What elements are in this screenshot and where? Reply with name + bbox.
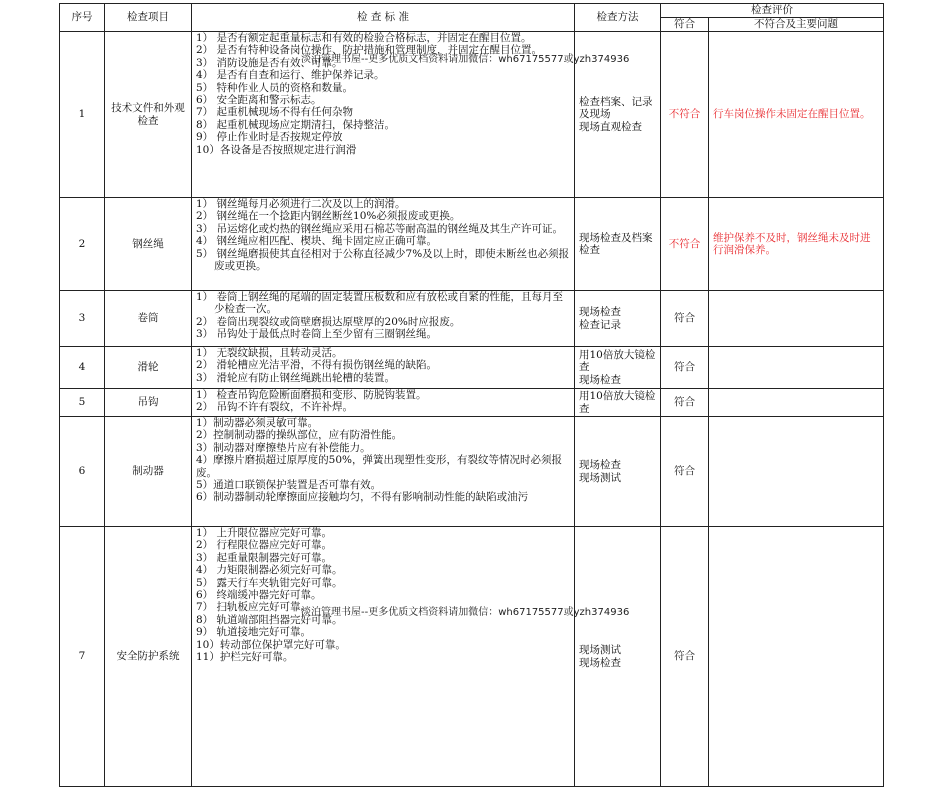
standard-line: 4） 是否有自查和运行、维护保养记录。 [196,69,385,82]
header-item: 检查项目 [105,4,192,32]
row-conform: 符合 [661,347,709,389]
standard-line: 9） 轨道接地完好可靠。 [196,626,312,639]
standard-line: 3） 消防设施是否有效、可靠。 [196,56,343,69]
row-issue [709,527,884,787]
row-no: 3 [60,291,105,347]
table-row [60,417,884,527]
row-item: 安全防护系统 [105,527,192,787]
row-conform: 符合 [661,527,709,787]
standard-line: 1） 是否有额定起重量标志和有效的检验合格标志，并固定在醒目位置。 [196,32,532,44]
row-issue [709,347,884,389]
standard-line: 11）护栏完好可靠。 [196,651,294,664]
row-standards [192,291,575,347]
standard-line: 6） 终端缓冲器完好可靠。 [196,589,322,602]
standard-line: 2） 卷筒出现裂纹或筒壁磨损达原壁厚的20%时应报废。 [196,315,461,328]
standard-line: 7） 起重机械现场不得有任何杂物 [196,106,354,119]
method-line: 现场检查 [579,306,621,319]
header-method: 检查方法 [575,4,661,32]
method-line: 现场检查及档案检查 [579,231,653,256]
table-row [60,198,884,291]
header-evaluation: 检查评价 [661,4,884,18]
row-issue: 维护保养不及时，钢丝绳未及时进行润滑保养。 [709,198,884,291]
standard-line: 3） 起重量限制器完好可靠。 [196,551,333,564]
standard-line: 6）制动器制动轮摩擦面应接触均匀，不得有影响制动性能的缺陷或油污 [196,491,529,504]
standard-line: 6） 安全距离和警示标志。 [196,94,322,107]
row-issue [709,417,884,527]
row-conform: 符合 [661,389,709,417]
row-item: 滑轮 [105,347,192,389]
row-conform: 不符合 [661,32,709,198]
row-method [575,198,661,291]
method-line: 现场检查 [579,656,621,669]
row-issue [709,389,884,417]
row-issue [709,291,884,347]
row-item: 技术文件和外观检查 [105,32,192,198]
standard-line: 1）制动器必须灵敏可靠。 [196,417,319,429]
row-item: 制动器 [105,417,192,527]
method-line: 现场测试 [579,471,621,484]
standard-line: 3） 吊钩处于最低点时卷筒上至少留有三圈钢丝绳。 [196,328,438,341]
row-method [575,527,661,787]
standard-line: 1） 检查吊钩危险断面磨损和变形、防脱钩装置。 [196,389,427,401]
method-line: 现场测试 [579,644,621,657]
row-standards [192,389,575,417]
method-line: 用10倍放大镜检查 [579,390,656,415]
row-no: 1 [60,32,105,198]
standard-line: 9） 停止作业时是否按规定停放 [196,131,343,144]
standard-line: 3） 滑轮应有防止钢丝绳跳出轮槽的装置。 [196,371,396,384]
header-conform: 符合 [661,18,709,32]
row-conform: 符合 [661,291,709,347]
row-no: 5 [60,389,105,417]
row-method [575,291,661,347]
standard-line: 10）各设备是否按照规定进行润滑 [196,143,357,156]
standard-line: 7） 扫轨板应完好可靠。 [196,601,312,614]
standard-line: 1） 上升限位器应完好可靠。 [196,527,333,539]
row-no: 4 [60,347,105,389]
method-line: 检查档案、记录及现场 [579,95,653,121]
method-line: 用10倍放大镜检查 [579,348,656,374]
standard-line: 5） 钢丝绳磨损使其直径相对于公称直径减少7%及以上时，即使未断丝也必须报废或更换。 [196,247,570,273]
row-method [575,389,661,417]
row-item: 钢丝绳 [105,198,192,291]
standard-line: 10）转动部位保护罩完好可靠。 [196,638,346,651]
method-line: 现场直观检查 [579,120,642,133]
row-standards [192,527,575,787]
standard-line: 4） 力矩限制器必须完好可靠。 [196,564,343,577]
table-row [60,291,884,347]
standard-line: 1） 卷筒上钢丝绳的尾端的固定装置压板数和应有放松或自紧的性能，且每月至少检查一次。 [196,291,564,316]
row-no: 6 [60,417,105,527]
header-standard: 检 查 标 准 [192,4,575,32]
row-standards [192,417,575,527]
standard-line: 3） 吊运熔化或灼热的钢丝绳应采用石棉芯等耐高温的钢丝绳及其生产许可证。 [196,222,564,235]
row-issue: 行车岗位操作未固定在醒目位置。 [709,32,884,198]
table-row [60,347,884,389]
standard-line: 5）通道口联锁保护装置是否可靠有效。 [196,479,382,492]
standard-line: 1） 钢丝绳每月必须进行二次及以上的润滑。 [196,198,406,210]
watermark-text: 淡泊管理书屋--更多优质文档资料请加微信：wh67175577或yzh374936 [301,607,630,618]
standard-line: 4）摩擦片磨损超过原厚度的50%，弹簧出现塑性变形，有裂纹等情况时必须报废。 [196,454,563,479]
inspection-table [59,3,884,787]
row-no: 7 [60,527,105,787]
standard-line: 4） 钢丝绳应相匹配、楔块、绳卡固定应正确可靠。 [196,235,438,248]
row-method [575,347,661,389]
watermark-text: 淡泊管理书屋--更多优质文档资料请加微信：wh67175577或yzh374936 [301,54,630,65]
standard-line: 2） 滑轮槽应光洁平滑，不得有损伤钢丝绳的缺陷。 [196,359,438,372]
row-conform: 符合 [661,417,709,527]
standard-line: 2） 钢丝绳在一个捻距内钢丝断丝10%必须报废或更换。 [196,210,461,223]
standard-line: 5） 露天行车夹轨钳完好可靠。 [196,576,343,589]
method-line: 现场检查 [579,459,621,472]
row-standards [192,198,575,291]
standard-line: 2） 行程限位器应完好可靠。 [196,539,333,552]
standard-line: 2） 是否有特种设备岗位操作、防护措施和管理制度，并固定在醒目位置。 [196,44,543,57]
table-row [60,389,884,417]
row-item: 吊钩 [105,389,192,417]
row-standards [192,347,575,389]
header-nonconform: 不符合及主要问题 [709,18,884,32]
row-method [575,417,661,527]
standard-line: 8） 起重机械现场应定期清扫，保持整洁。 [196,118,396,131]
row-conform: 不符合 [661,198,709,291]
table-row [60,527,884,787]
row-no: 2 [60,198,105,291]
standard-line: 8） 轨道端部阻挡器完好可靠。 [196,613,343,626]
standard-line: 1） 无裂纹缺损，且转动灵活。 [196,347,343,359]
standard-line: 5） 特种作业人员的资格和数量。 [196,81,354,94]
standard-line: 2） 吊钩不许有裂纹，不许补焊。 [196,401,354,414]
method-line: 检查记录 [579,318,621,331]
method-line: 现场检查 [579,373,621,386]
standard-line: 3）制动器对摩擦垫片应有补偿能力。 [196,441,371,454]
row-item: 卷筒 [105,291,192,347]
standard-line: 2）控制制动器的操纵部位，应有防滑性能。 [196,429,403,442]
header-no: 序号 [60,4,105,32]
